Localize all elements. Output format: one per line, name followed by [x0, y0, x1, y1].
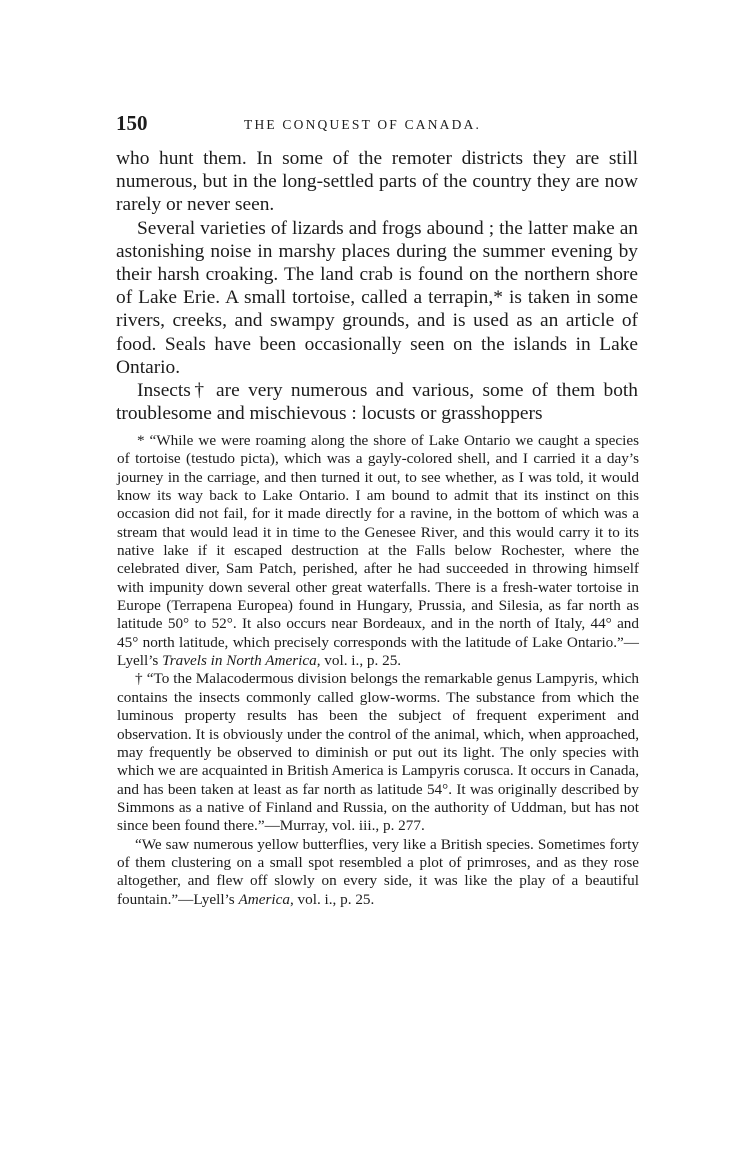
main-text — [116, 147, 638, 425]
footnote-lampyris — [117, 670, 639, 835]
footnote-butterflies-text: “We saw numerous yellow butterflies, very like a British species. Sometimes forty of them clustering on a small spot resembled a plot of primroses, and as they rose altogether, and flew off slowly on every side, it was like the play of a beautiful fountain.”—Lyell’s — [117, 835, 639, 908]
paragraph-reptiles: Several varieties of lizards and frogs abound ; the latter make an astonishing noise in marshy places during the summer evening by their harsh croaking. The land crab is found on the northern shore of Lake Erie. A small tortoise, called a terrapin,* is taken in some rivers, creeks, and swampy grounds, and is used as an article of food. Seals have been occasionally seen on the islands in Lake Ontario. — [116, 217, 638, 378]
page-number: 150 — [116, 111, 148, 135]
footnote-tortoise — [117, 432, 639, 670]
paragraph-insects: Insects† are very numerous and various, some of them both troublesome and mischievous : locusts or grasshoppers — [116, 380, 638, 425]
footnote-tortoise-citation: , vol. i., p. 25. — [316, 652, 402, 670]
footnote-lampyris-text: † “To the Malacodermous division belongs the remarkable genus Lampyris, which contains the insects commonly called glow-worms. The substance from which the luminous property results has been the subject of frequent experiment and observation. It is obviously under the control of the animal, which, when approached, may frequently be observed to diminish or put out its light. The only species with which we are acquainted in British America is Lampyris corusca. It occurs in Canada, and has been taken at least as far north as latitude 54°. It was originally described by Simmons as a native of Finland and Russia, on the authority of Uddman, but has not since been found there.”—Murray, vol. iii., p. 277. — [117, 670, 639, 835]
running-title: THE CONQUEST OF CANADA. — [244, 117, 482, 132]
footnotes — [117, 432, 639, 909]
footnote-butterflies-source-title: America — [238, 890, 290, 908]
footnote-butterflies — [117, 836, 639, 909]
footnote-tortoise-text: * “While we were roaming along the shore of Lake Ontario we caught a species of tortoise (testudo picta), which was a gayly-colored shell, and I carried it a day’s journey in the carriage, and then turned it out, to see whether, as I was told, it would know its way back to Lake Ontario. I am bound to admit that its instinct on this occasion did not fail, for it made directly for a ravine, in the bottom of which was a stream that would lead it in time to the Genesee River, and this would carry it to its native lake if it escaped destruction at the Falls below Rochester, where the celebrated diver, Sam Patch, perished, after he had succeeded in throwing himself with impunity down several other great waterfalls. There is a fresh-water tortoise in Europe (Terrapena Europea) found in Hungary, Prussia, and Silesia, as far north as latitude 50° to 52°. It also occurs near Bordeaux, and in the north of Italy, 44° and 45° north latitude, which precisely corresponds with the latitude of Lake Ontario.”—Lyell’s — [117, 432, 639, 670]
page-header — [116, 108, 636, 138]
footnote-tortoise-source-title: Travels in North America — [162, 652, 317, 670]
paragraph-continuation: who hunt them. In some of the remoter districts they are still numerous, but in the long-settled parts of the country they are now rarely or never seen. — [116, 148, 638, 216]
footnote-butterflies-citation: , vol. i., p. 25. — [289, 890, 375, 908]
